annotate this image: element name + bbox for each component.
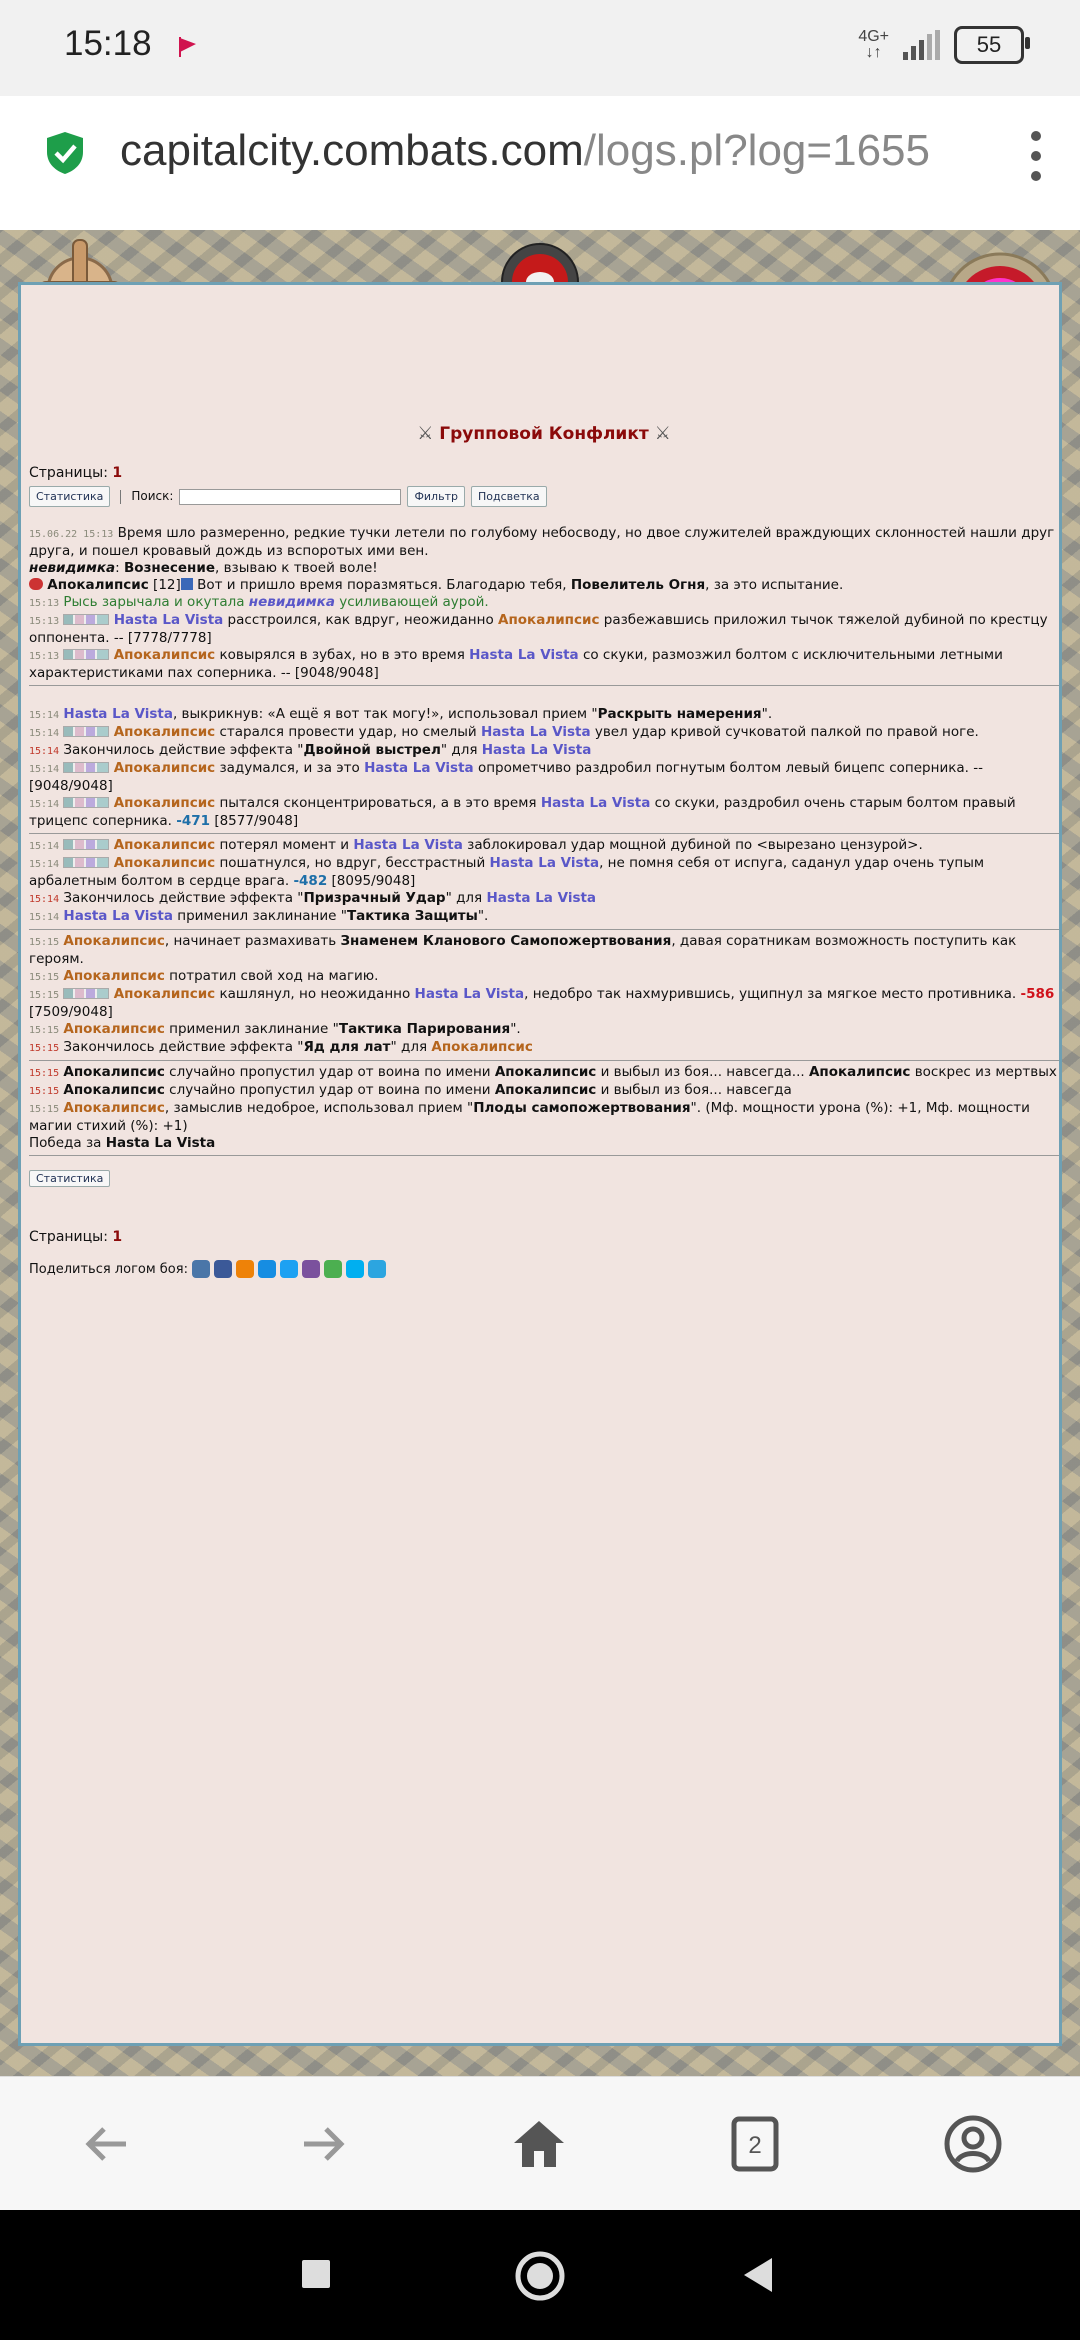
log-line: 15:15 Апокалипсис, замыслив недоброе, использовал прием "Плоды самопожертвования". (Мф. мощности урона (%): +1, Мф. мощности магии стихий (%): +1) bbox=[29, 1100, 1030, 1134]
player-link[interactable]: Апокалипсис bbox=[113, 855, 216, 871]
log-line: 15:14 Апокалипсис задумался, и за это Hasta La Vista опрометчиво раздробил погнутым болтом левый бицепс соперника. -- [9048/9048] bbox=[29, 760, 983, 794]
page-title: ⚔ Групповой Конфликт ⚔ bbox=[417, 423, 671, 444]
player-link[interactable]: Апокалипсис bbox=[63, 933, 165, 949]
log-line: 15:13 Hasta La Vista расстроился, как вдруг, неожиданно Апокалипсис разбежавшись приложил тычок тяжелой дубиной по крестцу оппонента. -- [7778/7778] bbox=[29, 612, 1048, 646]
hit-zones-icon bbox=[63, 726, 109, 737]
hit-zones-icon bbox=[63, 762, 109, 773]
player-link[interactable]: Апокалипсис bbox=[63, 968, 165, 984]
player-link[interactable]: Апокалипсис bbox=[113, 760, 216, 776]
shield-check-icon[interactable] bbox=[44, 130, 86, 176]
battery-icon: 55 bbox=[954, 26, 1024, 64]
player-link[interactable]: Апокалипсис bbox=[63, 1100, 165, 1116]
player-link[interactable]: Hasta La Vista bbox=[414, 986, 525, 1002]
search-label: Поиск: bbox=[131, 489, 174, 503]
status-right bbox=[858, 26, 1024, 64]
player-link[interactable]: Апокалипсис bbox=[113, 837, 216, 853]
notification-flag-icon bbox=[178, 36, 198, 58]
page-link[interactable]: 1 bbox=[112, 465, 123, 481]
browser-url-bar bbox=[0, 96, 1080, 231]
pagination: Страницы: 1 bbox=[29, 465, 123, 481]
viber-share-icon[interactable] bbox=[302, 1260, 320, 1278]
account-icon[interactable] bbox=[942, 2113, 1004, 2175]
log-toolbar bbox=[29, 486, 1059, 507]
log-line: 15:15 Апокалипсис, начинает размахивать Знаменем Кланового Самопожертвования, давая соратникам возможность поступить как героям. bbox=[29, 933, 1017, 967]
twitter-share-icon[interactable] bbox=[280, 1260, 298, 1278]
log-line: 15:13 Апокалипсис ковырялся в зубах, но в это время Hasta La Vista со скуки, размозжил болтом с исключительными летными характеристиками пах соперника. -- [9048/9048] bbox=[29, 647, 1003, 681]
hit-zones-icon bbox=[63, 988, 109, 999]
network-indicator: 4G+ ↓↑ bbox=[858, 28, 889, 61]
tabs-icon[interactable] bbox=[724, 2113, 786, 2175]
hit-zones-icon bbox=[63, 649, 109, 660]
hit-zones-icon bbox=[63, 797, 109, 808]
back-triangle-icon[interactable] bbox=[740, 2256, 776, 2294]
back-arrow-icon[interactable] bbox=[76, 2113, 138, 2175]
player-link[interactable]: Hasta La Vista bbox=[489, 855, 600, 871]
player-link[interactable]: Апокалипсис bbox=[113, 795, 216, 811]
hit-zones-icon bbox=[63, 614, 109, 625]
page-link[interactable]: 1 bbox=[112, 1229, 123, 1245]
log-panel bbox=[18, 282, 1062, 2046]
log-line: 15:15 Апокалипсис применил заклинание "Тактика Парирования". bbox=[29, 1021, 521, 1037]
log-line: 15:14 Апокалипсис старался провести удар, но смелый Hasta La Vista увел удар кривой сучковатой палкой по правой ноге. bbox=[29, 724, 979, 740]
browser-bottom-bar bbox=[0, 2076, 1080, 2211]
log-line: 15:14 Hasta La Vista применил заклинание "Тактика Защиты". bbox=[29, 908, 489, 924]
player-link[interactable]: Hasta La Vista bbox=[481, 724, 591, 740]
stats-button[interactable]: Статистика bbox=[29, 486, 110, 507]
divider bbox=[120, 490, 121, 504]
log-line: 15:14 Апокалипсис пошатнулся, но вдруг, бесстрастный Hasta La Vista, не помня себя от испуга, саданул удар очень тупым арбалетным болтом в сердце врага. -482 [8095/9048] bbox=[29, 855, 985, 889]
log-line: невидимка: Вознесение, взываю к твоей воле! bbox=[29, 560, 378, 576]
player-link[interactable]: Hasta La Vista bbox=[113, 612, 224, 628]
clan-icon bbox=[29, 578, 43, 590]
whatsapp-share-icon[interactable] bbox=[324, 1260, 342, 1278]
recents-icon[interactable] bbox=[300, 2258, 332, 2290]
log-line: 15:14 Закончилось действие эффекта "Двойной выстрел" для Hasta La Vista bbox=[29, 742, 592, 758]
crossed-swords-icon: ⚔ bbox=[417, 423, 434, 444]
facebook-share-icon[interactable] bbox=[214, 1260, 232, 1278]
svg-text:2: 2 bbox=[748, 2132, 762, 2159]
share-bar bbox=[29, 1260, 1059, 1278]
player-link[interactable]: Hasta La Vista bbox=[469, 647, 579, 663]
share-label: Поделиться логом боя: bbox=[29, 1261, 188, 1277]
player-link[interactable]: Hasta La Vista bbox=[364, 760, 474, 776]
log-line: Апокалипсис [12] Вот и пришло время поразмяться. Благодарю тебя, Повелитель Огня, за это испытание. bbox=[29, 577, 1059, 594]
vk-share-icon[interactable] bbox=[192, 1260, 210, 1278]
divider bbox=[29, 833, 1059, 834]
web-page bbox=[0, 230, 1080, 2076]
player-link[interactable]: Апокалипсис bbox=[431, 1039, 533, 1055]
hit-zones-icon bbox=[63, 857, 109, 868]
mailru-share-icon[interactable] bbox=[258, 1260, 276, 1278]
log-line: 15:15 Апокалипсис случайно пропустил удар от воина по имени Апокалипсис и выбыл из боя... навсегда bbox=[29, 1082, 792, 1098]
skype-share-icon[interactable] bbox=[346, 1260, 364, 1278]
player-link[interactable]: Апокалипсис bbox=[63, 1021, 165, 1037]
hit-zones-icon bbox=[63, 839, 109, 850]
search-input[interactable] bbox=[179, 489, 401, 505]
home-circle-icon[interactable] bbox=[514, 2250, 566, 2302]
log-line: 15:15 Закончилось действие эффекта "Яд для лат" для Апокалипсис bbox=[29, 1039, 533, 1055]
battle-log bbox=[29, 525, 1059, 1156]
player-link[interactable]: Апокалипсис bbox=[113, 986, 216, 1002]
divider bbox=[29, 1155, 1059, 1156]
status-bar bbox=[0, 0, 1080, 96]
log-line: 15:15 Апокалипсис кашлянул, но неожиданно Hasta La Vista, недобро так нахмурившись, ущипнул за мягкое место противника. -586 [7509/9048] bbox=[29, 986, 1055, 1020]
pagination-bottom: Страницы: 1 bbox=[29, 1229, 123, 1245]
system-nav-bar bbox=[0, 2210, 1080, 2340]
log-line: 15:15 Апокалипсис потратил свой ход на магию. bbox=[29, 968, 379, 984]
player-link[interactable]: Апокалипсис bbox=[498, 612, 600, 628]
player-link[interactable]: Hasta La Vista bbox=[353, 837, 463, 853]
info-icon[interactable] bbox=[181, 578, 193, 590]
status-time: 15:18 bbox=[64, 24, 152, 63]
log-line: 15.06.22 15:13 Время шло размеренно, редкие тучки летели по голубому небосводу, но двое служителей враждующих склонностей нашли друг друга, и пошел кровавый дождь из вспоротых ими вен. bbox=[29, 525, 1055, 559]
more-vert-icon[interactable] bbox=[1030, 130, 1042, 182]
telegram-share-icon[interactable] bbox=[368, 1260, 386, 1278]
log-line: 15:14 Hasta La Vista, выкрикнув: «А ещё я вот так могу!», использовал прием "Раскрыть намерения". bbox=[29, 706, 773, 722]
player-link[interactable]: Апокалипсис bbox=[113, 724, 216, 740]
filter-button[interactable]: Фильтр bbox=[407, 486, 465, 507]
log-content bbox=[29, 425, 1059, 1278]
log-line: 15:15 Апокалипсис случайно пропустил удар от воина по имени Апокалипсис и выбыл из боя... навсегда... Апокалипсис воскрес из мертвых bbox=[29, 1064, 1057, 1080]
divider bbox=[29, 929, 1059, 930]
player-link[interactable]: Hasta La Vista bbox=[481, 742, 592, 758]
highlight-button[interactable]: Подсветка bbox=[471, 486, 547, 507]
forward-arrow-icon[interactable] bbox=[292, 2113, 354, 2175]
odnoklassniki-share-icon[interactable] bbox=[236, 1260, 254, 1278]
player-link[interactable]: Hasta La Vista bbox=[63, 908, 173, 924]
crossed-swords-icon: ⚔ bbox=[654, 423, 671, 444]
player-link[interactable]: Hasta La Vista bbox=[486, 890, 597, 906]
stats-button-bottom[interactable]: Статистика bbox=[29, 1170, 110, 1187]
log-footer bbox=[29, 1170, 1059, 1278]
divider bbox=[29, 685, 1059, 686]
player-link[interactable]: Hasta La Vista bbox=[63, 706, 173, 722]
home-icon[interactable] bbox=[508, 2113, 570, 2175]
log-line: 15:13 Рысь зарычала и окутала невидимка усиливающей аурой. bbox=[29, 594, 489, 610]
player-link[interactable]: Апокалипсис bbox=[113, 647, 216, 663]
victory-line: Победа за Hasta La Vista bbox=[29, 1135, 216, 1151]
divider bbox=[29, 1060, 1059, 1061]
url-text[interactable]: capitalcity.combats.com/logs.pl?log=1655 bbox=[120, 126, 930, 175]
player-link[interactable]: Hasta La Vista bbox=[540, 795, 651, 811]
signal-icon bbox=[903, 30, 940, 60]
log-line: 15:14 Апокалипсис пытался сконцентрироваться, а в это время Hasta La Vista со скуки, раздробил очень старым болтом правый трицепс соперника. -471 [8577/9048] bbox=[29, 795, 1016, 829]
log-line: 15:14 Закончилось действие эффекта "Призрачный Удар" для Hasta La Vista bbox=[29, 890, 597, 906]
log-line: 15:14 Апокалипсис потерял момент и Hasta La Vista заблокировал удар мощной дубиной по <вырезано цензурой>. bbox=[29, 837, 923, 853]
